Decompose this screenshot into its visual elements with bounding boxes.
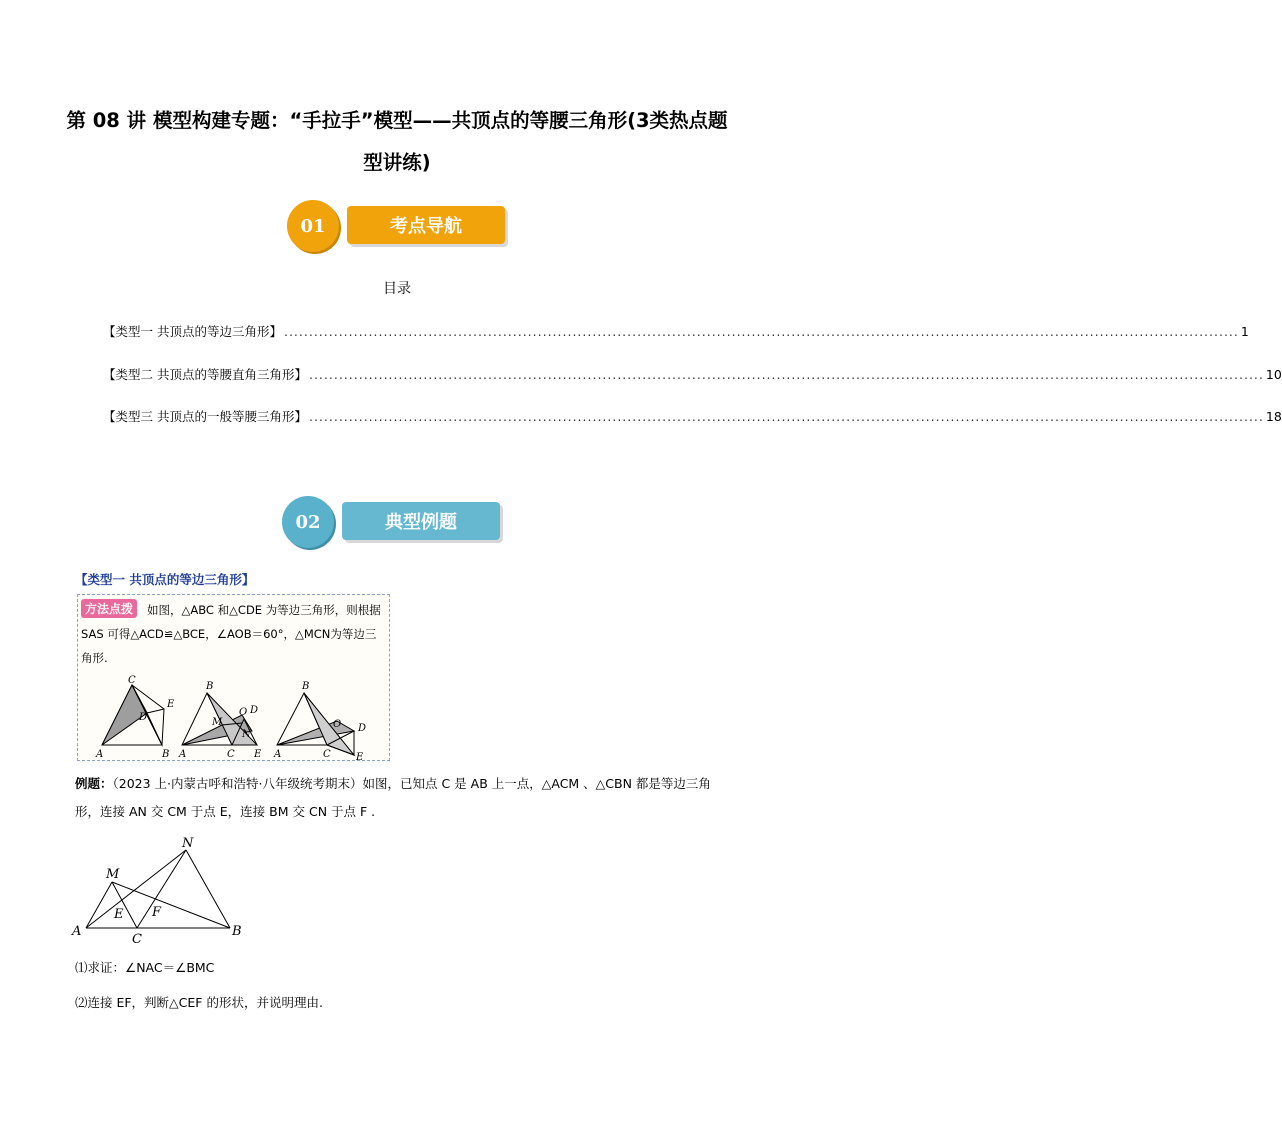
fig1-label: E xyxy=(167,699,175,710)
fig2-label: D xyxy=(250,705,259,716)
fig2-label: C xyxy=(227,749,235,760)
fig1-label: D xyxy=(139,712,148,723)
fig3-label: A xyxy=(274,749,282,760)
fig2-label: O xyxy=(239,707,248,718)
section-number: 01 xyxy=(287,200,339,252)
question-2: ⑵连接 EF，判断△CEF 的形状，并说明理由. xyxy=(75,995,323,1010)
main-label: B xyxy=(232,924,242,939)
main-figure xyxy=(70,836,250,946)
toc-entry-label: 【类型一 共顶点的等边三角形】 xyxy=(103,324,282,339)
main-label: C xyxy=(132,932,142,947)
main-label: M xyxy=(106,867,120,882)
fig3-label: B xyxy=(302,681,310,692)
figure-2 xyxy=(178,681,262,760)
toc-leader-dots: ................................................................................................................................................................................................ xyxy=(308,409,1264,424)
section-number: 02 xyxy=(282,496,334,548)
fig1-label: A xyxy=(96,749,104,760)
fig3-label: E xyxy=(356,752,364,763)
example-lead: 例题： xyxy=(75,776,113,791)
fig2-label: N xyxy=(242,729,251,740)
toc-entry-label: 【类型三 共顶点的一般等腰三角形】 xyxy=(103,409,307,424)
page-title: 第 08 讲 模型构建专题：“手拉手”模型——共顶点的等腰三角形(3类热点题型讲练) xyxy=(66,109,728,174)
figure-3 xyxy=(273,681,366,763)
method-text: 如图，△ABC 和△CDE 为等边三角形，则根据 SAS 可得△ACD≌△BCE，∠AOB＝60°，△MCN为等边三角形. xyxy=(81,603,381,665)
section-label: 考点导航 xyxy=(347,206,505,244)
toc-entry-label: 【类型二 共顶点的等腰直角三角形】 xyxy=(103,367,307,382)
fig2-label: A xyxy=(179,749,187,760)
main-label: F xyxy=(152,905,162,920)
toc-heading: 目录 xyxy=(383,281,411,297)
question-1: ⑴求证：∠NAC＝∠BMC xyxy=(75,960,215,975)
fig3-label: C xyxy=(323,749,331,760)
method-figures xyxy=(82,673,388,761)
figure-1 xyxy=(95,675,175,760)
example-problem xyxy=(75,770,725,826)
toc-leader-dots: ................................................................................................................................................................................................ xyxy=(308,367,1264,382)
example-text: （2023 上·内蒙古呼和浩特·八年级统考期末）如图，已知点 C 是 AB 上一点，△ACM 、△CBN 都是等边三角形，连接 AN 交 CM 于点 E，连接 BM 交 CN 于点 F . xyxy=(75,776,711,819)
toc-entry[interactable] xyxy=(103,407,1282,425)
fig1-label: C xyxy=(128,675,136,686)
toc-entry-page: 10 xyxy=(1265,367,1282,382)
main-label: A xyxy=(72,924,82,939)
type1-heading: 【类型一 共顶点的等边三角形】 xyxy=(75,572,255,587)
toc-entry[interactable] xyxy=(103,365,1282,383)
toc-leader-dots: ................................................................................................................................................................................................ xyxy=(283,324,1239,339)
main-label: E xyxy=(114,907,124,922)
main-label: N xyxy=(182,836,194,851)
toc-entry[interactable] xyxy=(103,322,1249,340)
method-box xyxy=(77,594,390,761)
fig2-label: E xyxy=(254,749,262,760)
fig3-label: D xyxy=(358,723,367,734)
fig1-label: B xyxy=(162,749,170,760)
section-label: 典型例题 xyxy=(342,502,500,540)
toc-entry-page: 18 xyxy=(1265,409,1282,424)
fig2-label: M xyxy=(212,717,223,728)
method-tag: 方法点拨 xyxy=(81,599,137,618)
fig2-label: B xyxy=(206,681,214,692)
toc-entry-page: 1 xyxy=(1240,324,1249,339)
fig3-label: O xyxy=(333,719,342,730)
